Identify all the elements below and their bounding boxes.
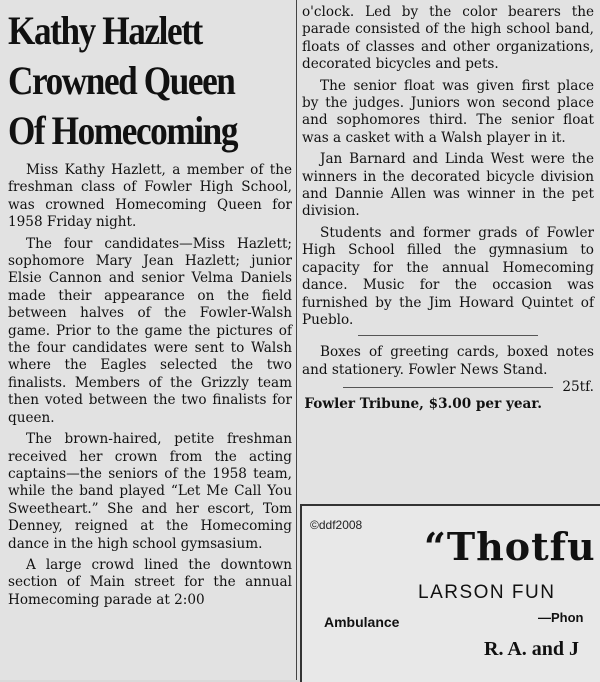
subscription-line: Fowler Tribune, $3.00 per year. — [304, 396, 542, 413]
left-column — [8, 6, 292, 609]
article-paragraph: A large crowd lined the downtown section of Main street for the annual Homecoming parade at 2:00 — [8, 556, 292, 608]
notice-code: 25tf. — [562, 379, 594, 396]
ad-script-slogan: “Thotfu — [424, 524, 596, 569]
notice-text: Boxes of greeting cards, boxed notes and stationery. Fowler News Stand. — [302, 344, 594, 378]
headline — [8, 6, 258, 156]
column-divider — [296, 0, 297, 680]
ad-phone-label: —Phon — [538, 610, 584, 625]
funeral-home-ad — [300, 504, 600, 682]
headline-line-1: Kathy Hazlett — [8, 8, 202, 53]
article-paragraph: The senior float was given first place by the judges. Juniors won second place and sophomores third. The senior float was a casket with a Walsh player in it. — [302, 77, 594, 146]
article-paragraph: Students and former grads of Fowler High School filled the gymnasium to capacity for the annual Homecoming dance. Music for the occasion was furnished by the Jim Howard Quintet of Pueblo. — [302, 224, 594, 328]
separator-rule — [358, 335, 538, 336]
right-column — [302, 4, 594, 418]
article-paragraph: Miss Kathy Hazlett, a member of the freshman class of Fowler High School, was crowned Homecoming Queen for 1958 Friday night. — [8, 162, 292, 231]
headline-line-2: Crowned Queen — [8, 58, 235, 103]
classified-notice — [302, 344, 594, 396]
article-paragraph: The four candidates—Miss Hazlett; sophomore Mary Jean Hazlett; junior Elsie Cannon and senior Velma Daniels made their appearance on the field between halves of the Fowler-Walsh game. Prior to the game the pictures of the four candidates were sent to Walsh where the Eagles selected the two finalists. Members of the Grizzly team then voted between the two finalists for queen. — [8, 235, 292, 426]
article-paragraph: The brown-haired, petite freshman received her crown from the acting captains—the seniors of the 1958 team, while the band played “Let Me Call You Sweetheart.” She and her escort, Tom Denney, reigned at the Homecoming dance in the high school gymsasium. — [8, 431, 292, 552]
ad-business-name: LARSON FUN — [418, 582, 556, 603]
ad-proprietor-name: R. A. and J — [484, 638, 580, 660]
article-paragraph: Jan Barnard and Linda West were the winners in the decorated bicycle division and Dannie Allen was winner in the pet division. — [302, 151, 594, 220]
separator-rule — [343, 387, 553, 388]
watermark: ©ddf2008 — [310, 518, 363, 532]
headline-line-3: Of Homecoming — [8, 108, 238, 153]
ad-ambulance-label: Ambulance — [324, 614, 400, 630]
article-continuation: o'clock. Led by the color bearers the parade consisted of the high school band, floats of classes and other organizations, decorated bicycles and pets. — [302, 4, 594, 73]
